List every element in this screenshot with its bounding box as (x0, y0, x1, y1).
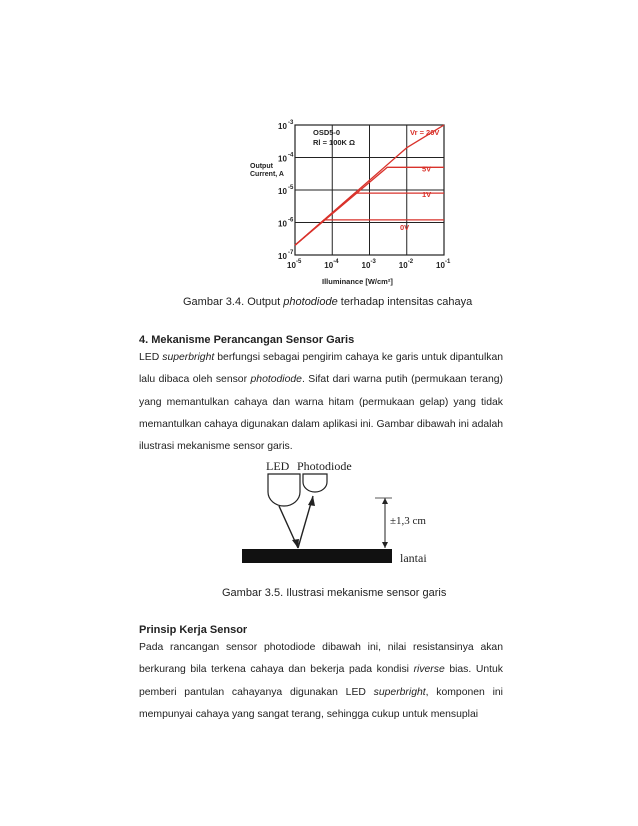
sensor-mechanism-illustration (240, 456, 460, 568)
x-tick-exponent: -1 (445, 259, 451, 265)
caption-suffix: terhadap intensitas cahaya (337, 296, 473, 308)
led-shape (268, 474, 300, 506)
paragraph-line (139, 347, 503, 369)
figure-3-4-caption (183, 296, 472, 308)
text-run: , komponen ini (425, 686, 503, 698)
y-tick-exponent: -4 (288, 152, 294, 159)
y-axis-label: Current, A (250, 171, 284, 178)
x-tick-label: 10 (361, 261, 371, 270)
floor-bar (242, 549, 392, 563)
text-run: riverse (413, 664, 445, 676)
figure-3-5-caption: Gambar 3.5. Ilustrasi mekanisme sensor garis (222, 587, 447, 599)
x-tick-exponent: -2 (407, 259, 414, 265)
x-tick-label: 10 (398, 261, 408, 270)
distance-arrow-top (382, 498, 388, 504)
y-tick-label: 10 (278, 219, 287, 229)
section-5-heading: Prinsip Kerja Sensor (139, 624, 248, 636)
y-axis-label: Output (250, 163, 273, 170)
text-run: berkurang bila terkena cahaya dan bekerja pada kondisi (139, 664, 414, 676)
caption-prefix: Gambar 3.4. Output (183, 296, 284, 308)
series-label: 1V (422, 190, 432, 200)
text-run: bias. Untuk (444, 664, 503, 676)
distance-label: ±1,3 cm (390, 515, 426, 527)
y-tick-label: 10 (278, 252, 287, 261)
text-run: superbright (162, 352, 215, 363)
distance-arrow-bottom (382, 542, 388, 548)
photodiode-shape (303, 474, 327, 492)
photodiode-label: Photodiode (297, 459, 352, 473)
text-run: lalu dibaca oleh sensor (139, 374, 251, 386)
output-current-chart (248, 116, 458, 288)
text-run: ilustrasi mekanisme sensor garis. (139, 441, 293, 453)
text-run: Pada rancangan sensor photodiode dibawah ini, nilai resistansinya akan (139, 642, 503, 653)
section-5-paragraph (139, 637, 503, 726)
x-axis-label: Illuminance [W/cm²] (322, 277, 393, 286)
paragraph-line (139, 637, 503, 659)
paragraph-line (139, 369, 503, 391)
text-run: photodiode (250, 374, 302, 386)
device-label: OSD5-0 (313, 128, 341, 137)
y-tick-exponent: -6 (288, 217, 294, 224)
text-run: mempunyai cahaya yang sangat terang, sehingga cukup untuk mensuplai (139, 708, 479, 720)
text-run: yang memantulkan cahaya dan warna hitam (permukaan gelap) yang tidak (139, 396, 503, 408)
paragraph-line (139, 414, 503, 436)
y-tick-label: 10 (278, 154, 287, 164)
text-run: memantulkan cahaya digunakan dalam aplikasi ini. Gambar dibawah ini adalah (139, 418, 503, 430)
x-tick-exponent: -3 (370, 259, 376, 265)
led-label: LED (266, 459, 290, 473)
floor-label: lantai (400, 551, 427, 565)
y-tick-label: 10 (278, 122, 287, 131)
paragraph-line (139, 659, 503, 681)
text-run: berfungsi sebagai pengirim cahaya ke garis untuk dipantulkan (214, 352, 504, 363)
paragraph-line (139, 392, 503, 414)
caption-italic: photodiode (283, 296, 338, 308)
series-label: 5V (422, 164, 432, 174)
y-tick-exponent: -3 (288, 120, 294, 126)
series-label: Vr = 20V (410, 128, 440, 137)
text-run: LED (139, 352, 163, 363)
x-tick-exponent: -5 (296, 259, 302, 265)
y-tick-exponent: -5 (288, 185, 294, 191)
section-4-paragraph (139, 347, 503, 458)
text-run: pemberi pantulan cahayanya digunakan LED (139, 686, 374, 698)
text-run: . Sifat dari warna putih (permukaan terang) (301, 374, 503, 386)
y-tick-exponent: -7 (288, 250, 294, 256)
paragraph-line (139, 682, 503, 704)
reflected-light-arrowhead (308, 496, 315, 506)
series-label: 0V (400, 222, 410, 232)
x-tick-label: 10 (436, 261, 445, 270)
x-tick-label: 10 (287, 261, 296, 270)
y-tick-label: 10 (278, 187, 287, 196)
section-4-heading: 4. Mekanisme Perancangan Sensor Garis (139, 334, 355, 346)
paragraph-line (139, 704, 503, 726)
text-run: superbright (373, 686, 426, 698)
rl-label: Rl = 100K Ω (313, 138, 356, 147)
x-tick-exponent: -4 (333, 259, 339, 265)
x-tick-label: 10 (324, 261, 334, 270)
